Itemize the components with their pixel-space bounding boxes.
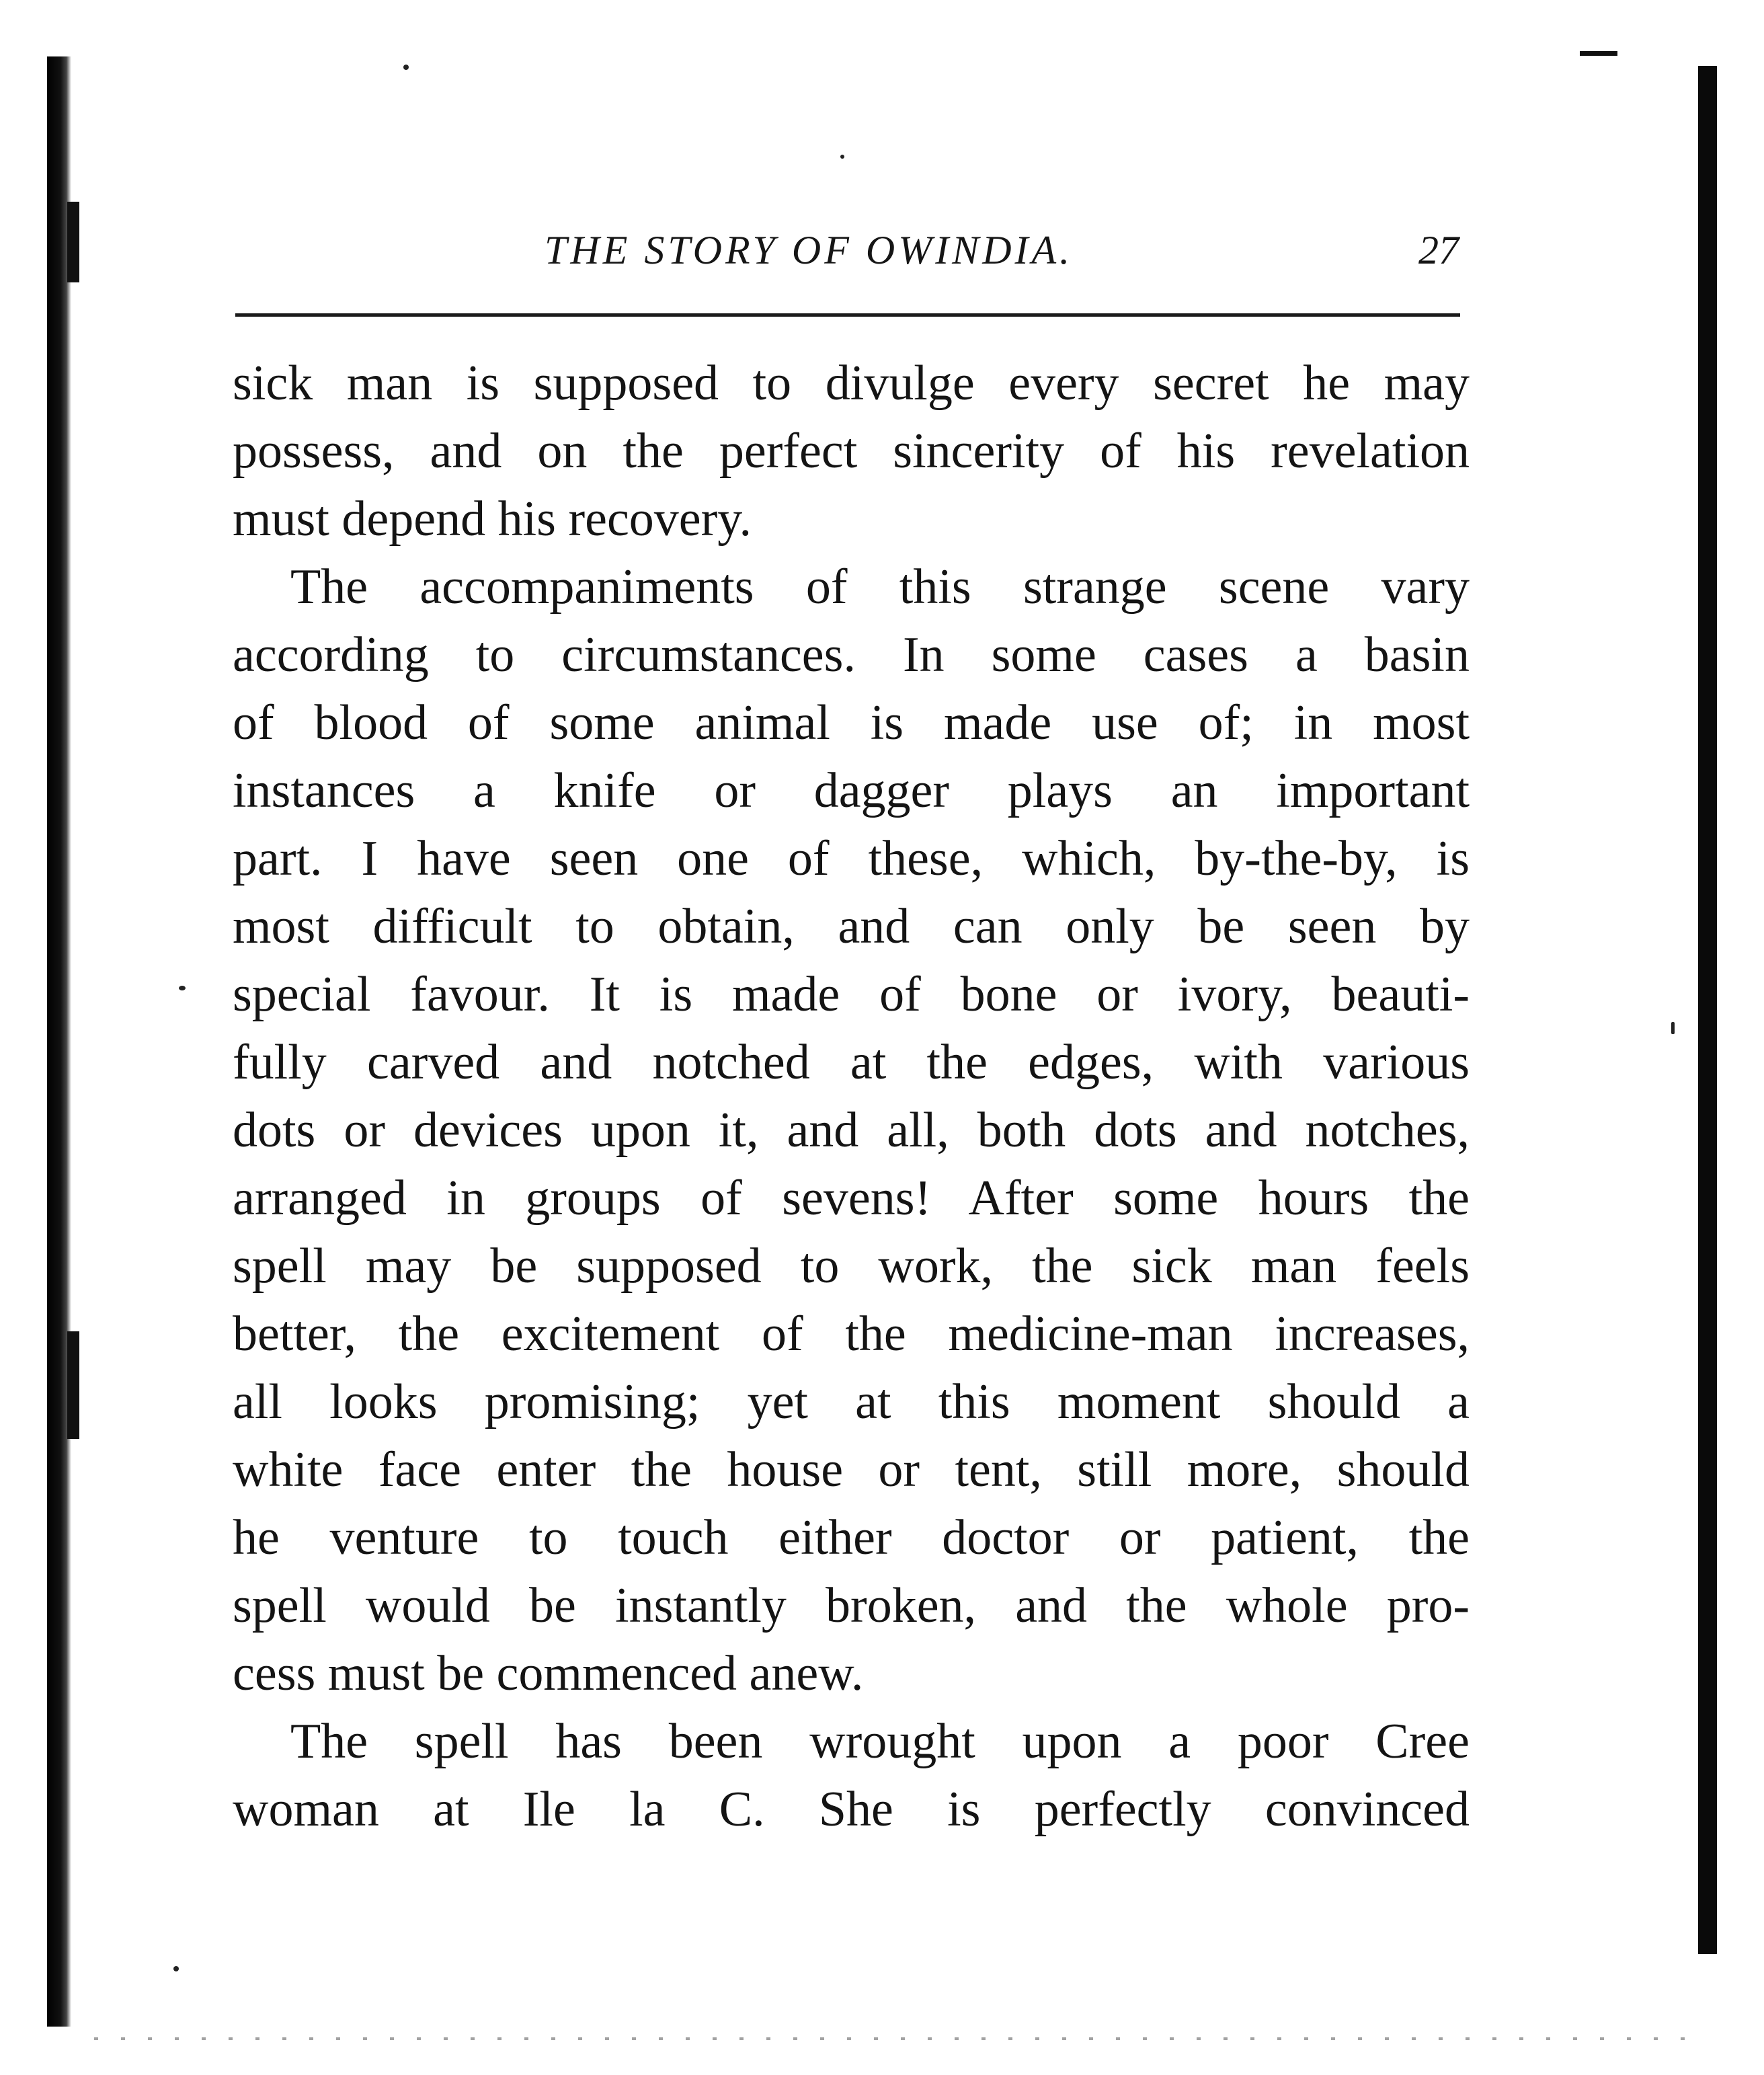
corner-mark — [1580, 51, 1617, 56]
ink-speck — [1671, 1022, 1675, 1034]
running-head-title: THE STORY OF OWINDIA. — [545, 228, 1074, 272]
left-edge-notch — [67, 1331, 79, 1439]
text-line: sick man is supposed to divulge every secret he may — [233, 356, 1470, 411]
text-line: The spell has been wrought upon a poor Cree — [290, 1714, 1470, 1769]
ink-speck — [173, 1966, 179, 1971]
text-line: according to circumstances. In some cases a basin — [233, 627, 1470, 682]
ink-speck — [179, 986, 186, 990]
text-line: woman at Ile la C. She is perfectly convinced — [233, 1782, 1470, 1837]
text-line: he venture to touch either doctor or patient, the — [233, 1510, 1470, 1565]
text-line: of blood of some animal is made use of; in most — [233, 695, 1470, 750]
text-line: instances a knife or dagger plays an important — [233, 763, 1470, 818]
text-line: spell may be supposed to work, the sick man feels — [233, 1239, 1470, 1294]
text-line: most difficult to obtain, and can only be seen by — [233, 899, 1470, 954]
head-rule — [235, 313, 1460, 317]
text-line: better, the excitement of the medicine-man increases, — [233, 1306, 1470, 1362]
ink-speck — [840, 155, 844, 159]
text-line: must depend his recovery. — [233, 492, 752, 547]
running-head — [235, 227, 1459, 281]
page-number: 27 — [1418, 228, 1459, 272]
text-line: all looks promising; yet at this moment should a — [233, 1374, 1470, 1430]
text-line: spell would be instantly broken, and the whole pro- — [233, 1578, 1470, 1633]
text-line: The accompaniments of this strange scene vary — [290, 559, 1470, 615]
text-line: possess, and on the perfect sincerity of his revelation — [233, 424, 1470, 479]
bottom-scan-noise — [94, 2037, 1694, 2040]
text-line: special favour. It is made of bone or ivory, beauti- — [233, 967, 1470, 1022]
body-text — [233, 350, 1470, 1844]
text-line: fully carved and notched at the edges, with various — [233, 1035, 1470, 1090]
text-line: part. I have seen one of these, which, by-the-by, is — [233, 831, 1470, 886]
text-line: arranged in groups of sevens! After some hours the — [233, 1171, 1470, 1226]
right-binding-edge — [1698, 66, 1717, 1954]
left-binding-edge — [47, 56, 71, 2027]
text-line: cess must be commenced anew. — [233, 1646, 864, 1701]
left-edge-notch — [67, 202, 79, 282]
text-line: white face enter the house or tent, still more, should — [233, 1442, 1470, 1497]
text-line: dots or devices upon it, and all, both dots and notches, — [233, 1103, 1470, 1158]
ink-speck — [403, 65, 409, 70]
